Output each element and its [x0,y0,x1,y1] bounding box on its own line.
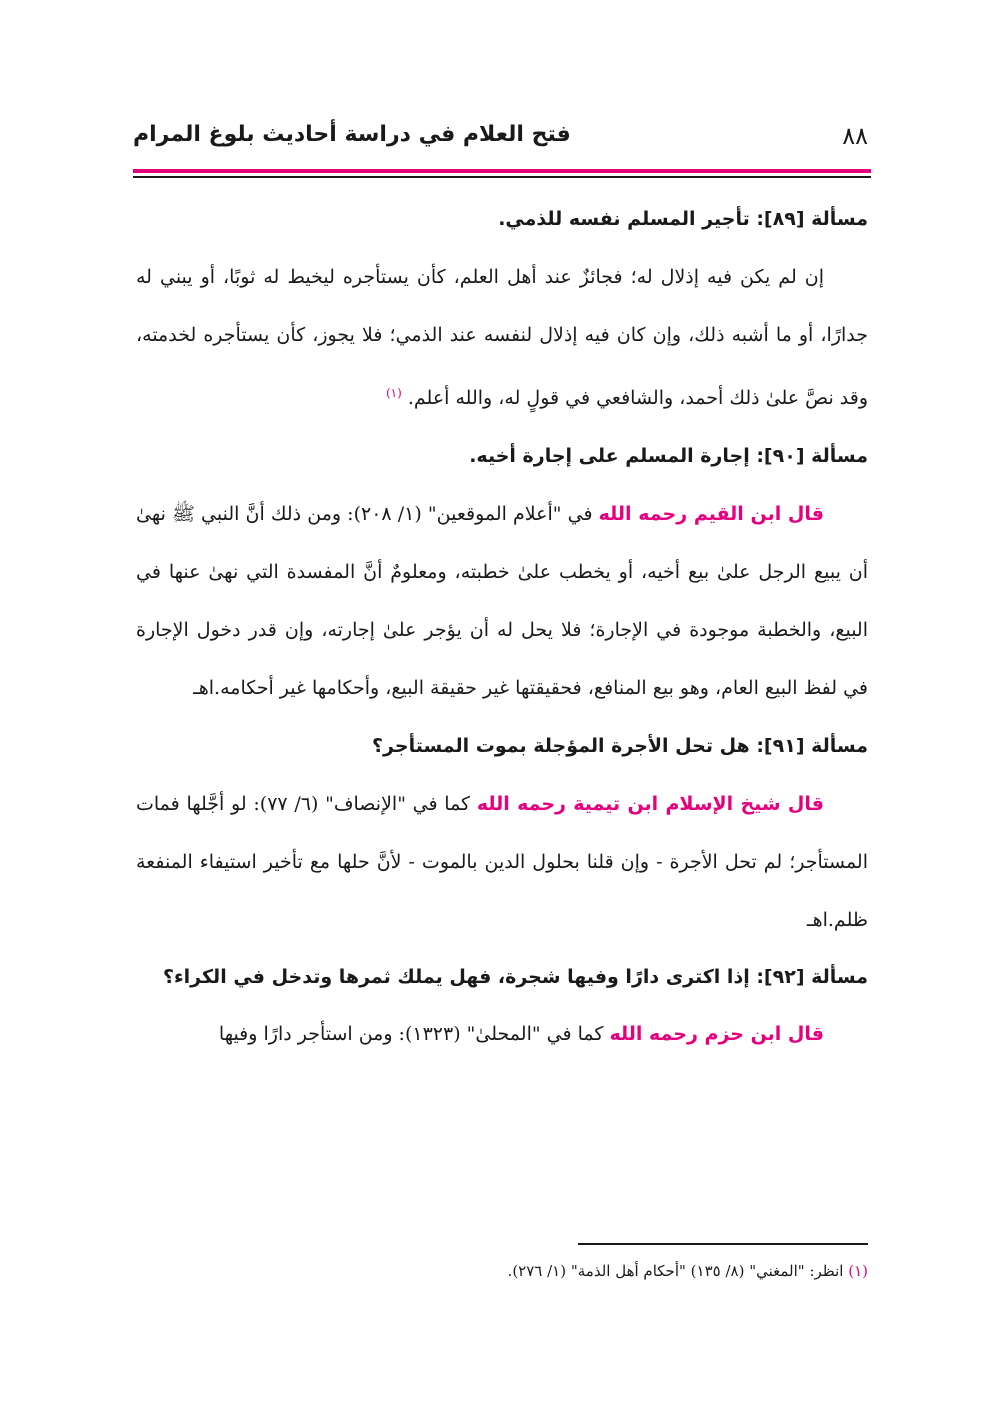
footnote-rule [578,1243,868,1245]
quote-attribution: قال ابن حزم رحمه الله [609,1023,824,1046]
section-heading: مسألة [٩١]: هل تحل الأجرة المؤجلة بموت المستأجر؟ [372,735,868,758]
section [136,717,868,949]
section [136,949,868,1063]
section-heading: مسألة [٩٢]: إذا اكترى دارًا وفيها شجرة، فهل يملك ثمرها وتدخل في الكراء؟ [162,966,868,989]
section-paragraph [136,485,868,717]
section-paragraph [136,1005,868,1063]
section-heading: مسألة [٨٩]: تأجير المسلم نفسه للذمي. [498,208,868,230]
paragraph-text: كما في "الإنصاف" (٦/ ٧٧): لو أجَّلها فمات المستأجر؛ لم تحل الأجرة - وإن قلنا بحلول الدين بالموت - لأنَّ حلها مع تأخير استيفاء المنفعة ظلم.اهـ [136,793,868,932]
footnote-marker[interactable]: (١) [385,386,402,400]
paragraph-text: في "أعلام الموقعين" (١/ ٢٠٨): ومن ذلك أنَّ النبي ﷺ نهىٰ أن يبيع الرجل علىٰ بيع أخيه، أو يخطب علىٰ خطبته، ومعلومٌ أنَّ المفسدة التي نهىٰ عنها في البيع، والخطبة موجودة في الإجارة؛ فلا يحل له أن يؤجر علىٰ إجارته، وإن قدر دخول الإجارة في لفظ البيع العام، وهو بيع المنافع، فحقيقتها غير حقيقة البيع، وأحكامها غير أحكامه.اهـ [136,503,868,700]
section-heading: مسألة [٩٠]: إجارة المسلم على إجارة أخيه. [469,445,868,468]
quote-attribution: قال ابن القيم رحمه الله [598,503,824,526]
footnote-text: انظر: "المغني" (٨/ ١٣٥) "أحكام أهل الذمة" (١/ ٢٧٦). [507,1262,844,1280]
book-title: فتح العلام في دراسة أحاديث بلوغ المرام [133,122,571,147]
quote-attribution: قال شيخ الإسلام ابن تيمية رحمه الله [476,793,824,816]
section-paragraph [136,248,868,427]
page-number: ٨٨ [842,122,868,150]
paragraph-text: كما في "المحلىٰ" (١٣٢٣): ومن استأجر دارًا وفيها [218,1023,604,1046]
header-rule-black [133,176,871,178]
footnote-number: (١) [848,1262,868,1280]
page-header [133,122,868,166]
paragraph-text: إن لم يكن فيه إذلال له؛ فجائزٌ عند أهل العلم، كأن يستأجره ليخيط له ثوبًا، أو يبني له جدارًا، أو ما أشبه ذلك، وإن كان فيه إذلال لنفسه عند الذمي؛ فلا يجوز، كأن يستأجره لخدمته، وقد نصَّ علىٰ ذلك أحمد، والشافعي في قولٍ له، والله أعلم. [136,266,868,410]
page-body [136,190,868,1063]
footnote [400,1262,868,1280]
section [136,190,868,427]
header-rule-pink [133,169,871,173]
section [136,427,868,717]
section-paragraph [136,775,868,949]
